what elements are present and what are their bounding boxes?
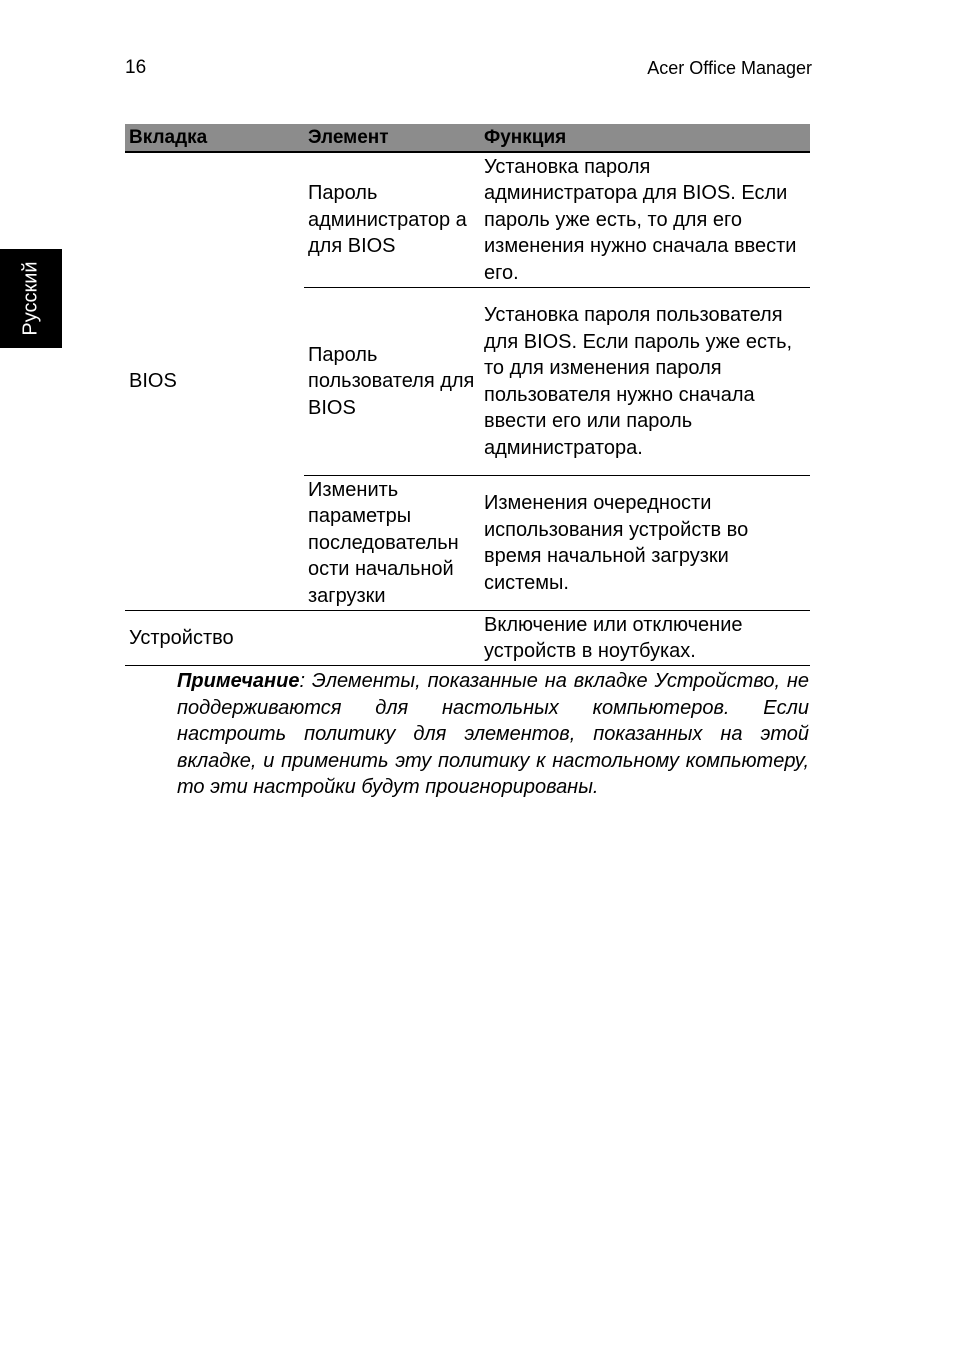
column-header-element: Элемент bbox=[304, 124, 480, 152]
element-cell: Пароль пользователя для BIOS bbox=[304, 288, 480, 476]
tab-cell-bios: BIOS bbox=[129, 370, 177, 393]
tab-cell-device: Устройство bbox=[125, 611, 304, 666]
column-header-tab: Вкладка bbox=[125, 124, 304, 152]
running-title: Acer Office Manager bbox=[647, 58, 812, 78]
function-cell: Изменения очередности использования устройств во время начальной загрузки системы. bbox=[480, 476, 810, 611]
note-label: Примечание bbox=[177, 670, 300, 692]
page-number: 16 bbox=[125, 57, 147, 78]
language-tab-label: Русский bbox=[19, 261, 42, 336]
note-text: : Элементы, показанные на вкладке Устройство, не поддерживаются для настольных компьютеров. Если настроить политику для элементов, показанных на этой вкладке, и применить эту политику к настольному компьютеру, то эти настройки будут проигнорированы. bbox=[177, 670, 809, 798]
note-paragraph bbox=[177, 668, 809, 801]
function-cell: Установка пароля пользователя для BIOS. Если пароль уже есть, то для изменения пароля пользователя нужно сначала ввести его или пароль администратора. bbox=[480, 288, 810, 476]
column-header-function: Функция bbox=[480, 124, 810, 152]
function-cell: Установка пароля администратора для BIOS. Если пароль уже есть, то для его изменения нужно сначала ввести его. bbox=[484, 155, 797, 284]
table-row bbox=[125, 152, 810, 288]
element-cell: Пароль администратор а для BIOS bbox=[308, 182, 467, 258]
language-tab bbox=[0, 249, 62, 348]
settings-table bbox=[125, 124, 810, 666]
element-cell: Изменить параметры последовательн ости начальной загрузки bbox=[304, 476, 480, 611]
function-cell: Включение или отключение устройств в ноутбуках. bbox=[480, 611, 810, 666]
table-row bbox=[125, 611, 810, 666]
table-header-row bbox=[125, 124, 810, 152]
element-cell bbox=[304, 611, 480, 666]
